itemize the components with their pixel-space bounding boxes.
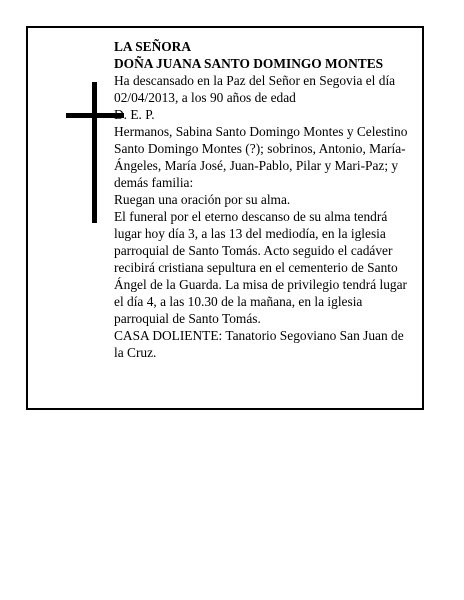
mourning-house: CASA DOLIENTE: Tanatorio Segoviano San Juan de la Cruz. [114,328,404,360]
deceased-name: DOÑA JUANA SANTO DOMINGO MONTES [114,56,384,71]
prayer-request: Ruegan una oración por su alma. [114,192,291,207]
family-list: Hermanos, Sabina Santo Domingo Montes y Celestino Santo Domingo Montes (?); sobrinos, Antonio, María-Ángeles, María José, Juan-Pablo, Pilar y Mari-Paz; y demás familia: [114,124,408,190]
rip-abbreviation: D. E. P. [114,107,155,122]
death-announcement: Ha descansado en la Paz del Señor en Segovia el día 02/04/2013, a los 90 años de edad [114,73,396,105]
obituary-text [114,38,414,361]
cross-icon [92,82,97,223]
funeral-details: El funeral por el eterno descanso de su alma tendrá lugar hoy día 3, a las 13 del mediodía, en la iglesia parroquial de Santo Tomás. Acto seguido el cadáver recibirá cristiana sepultura en el cementerio de Santo Ángel de la Guarda. La misa de privilegio tendrá lugar el día 4, a las 10.30 de la mañana, en la iglesia parroquial de Santo Tomás. [114,209,407,326]
notice-title: LA SEÑORA [114,39,192,54]
